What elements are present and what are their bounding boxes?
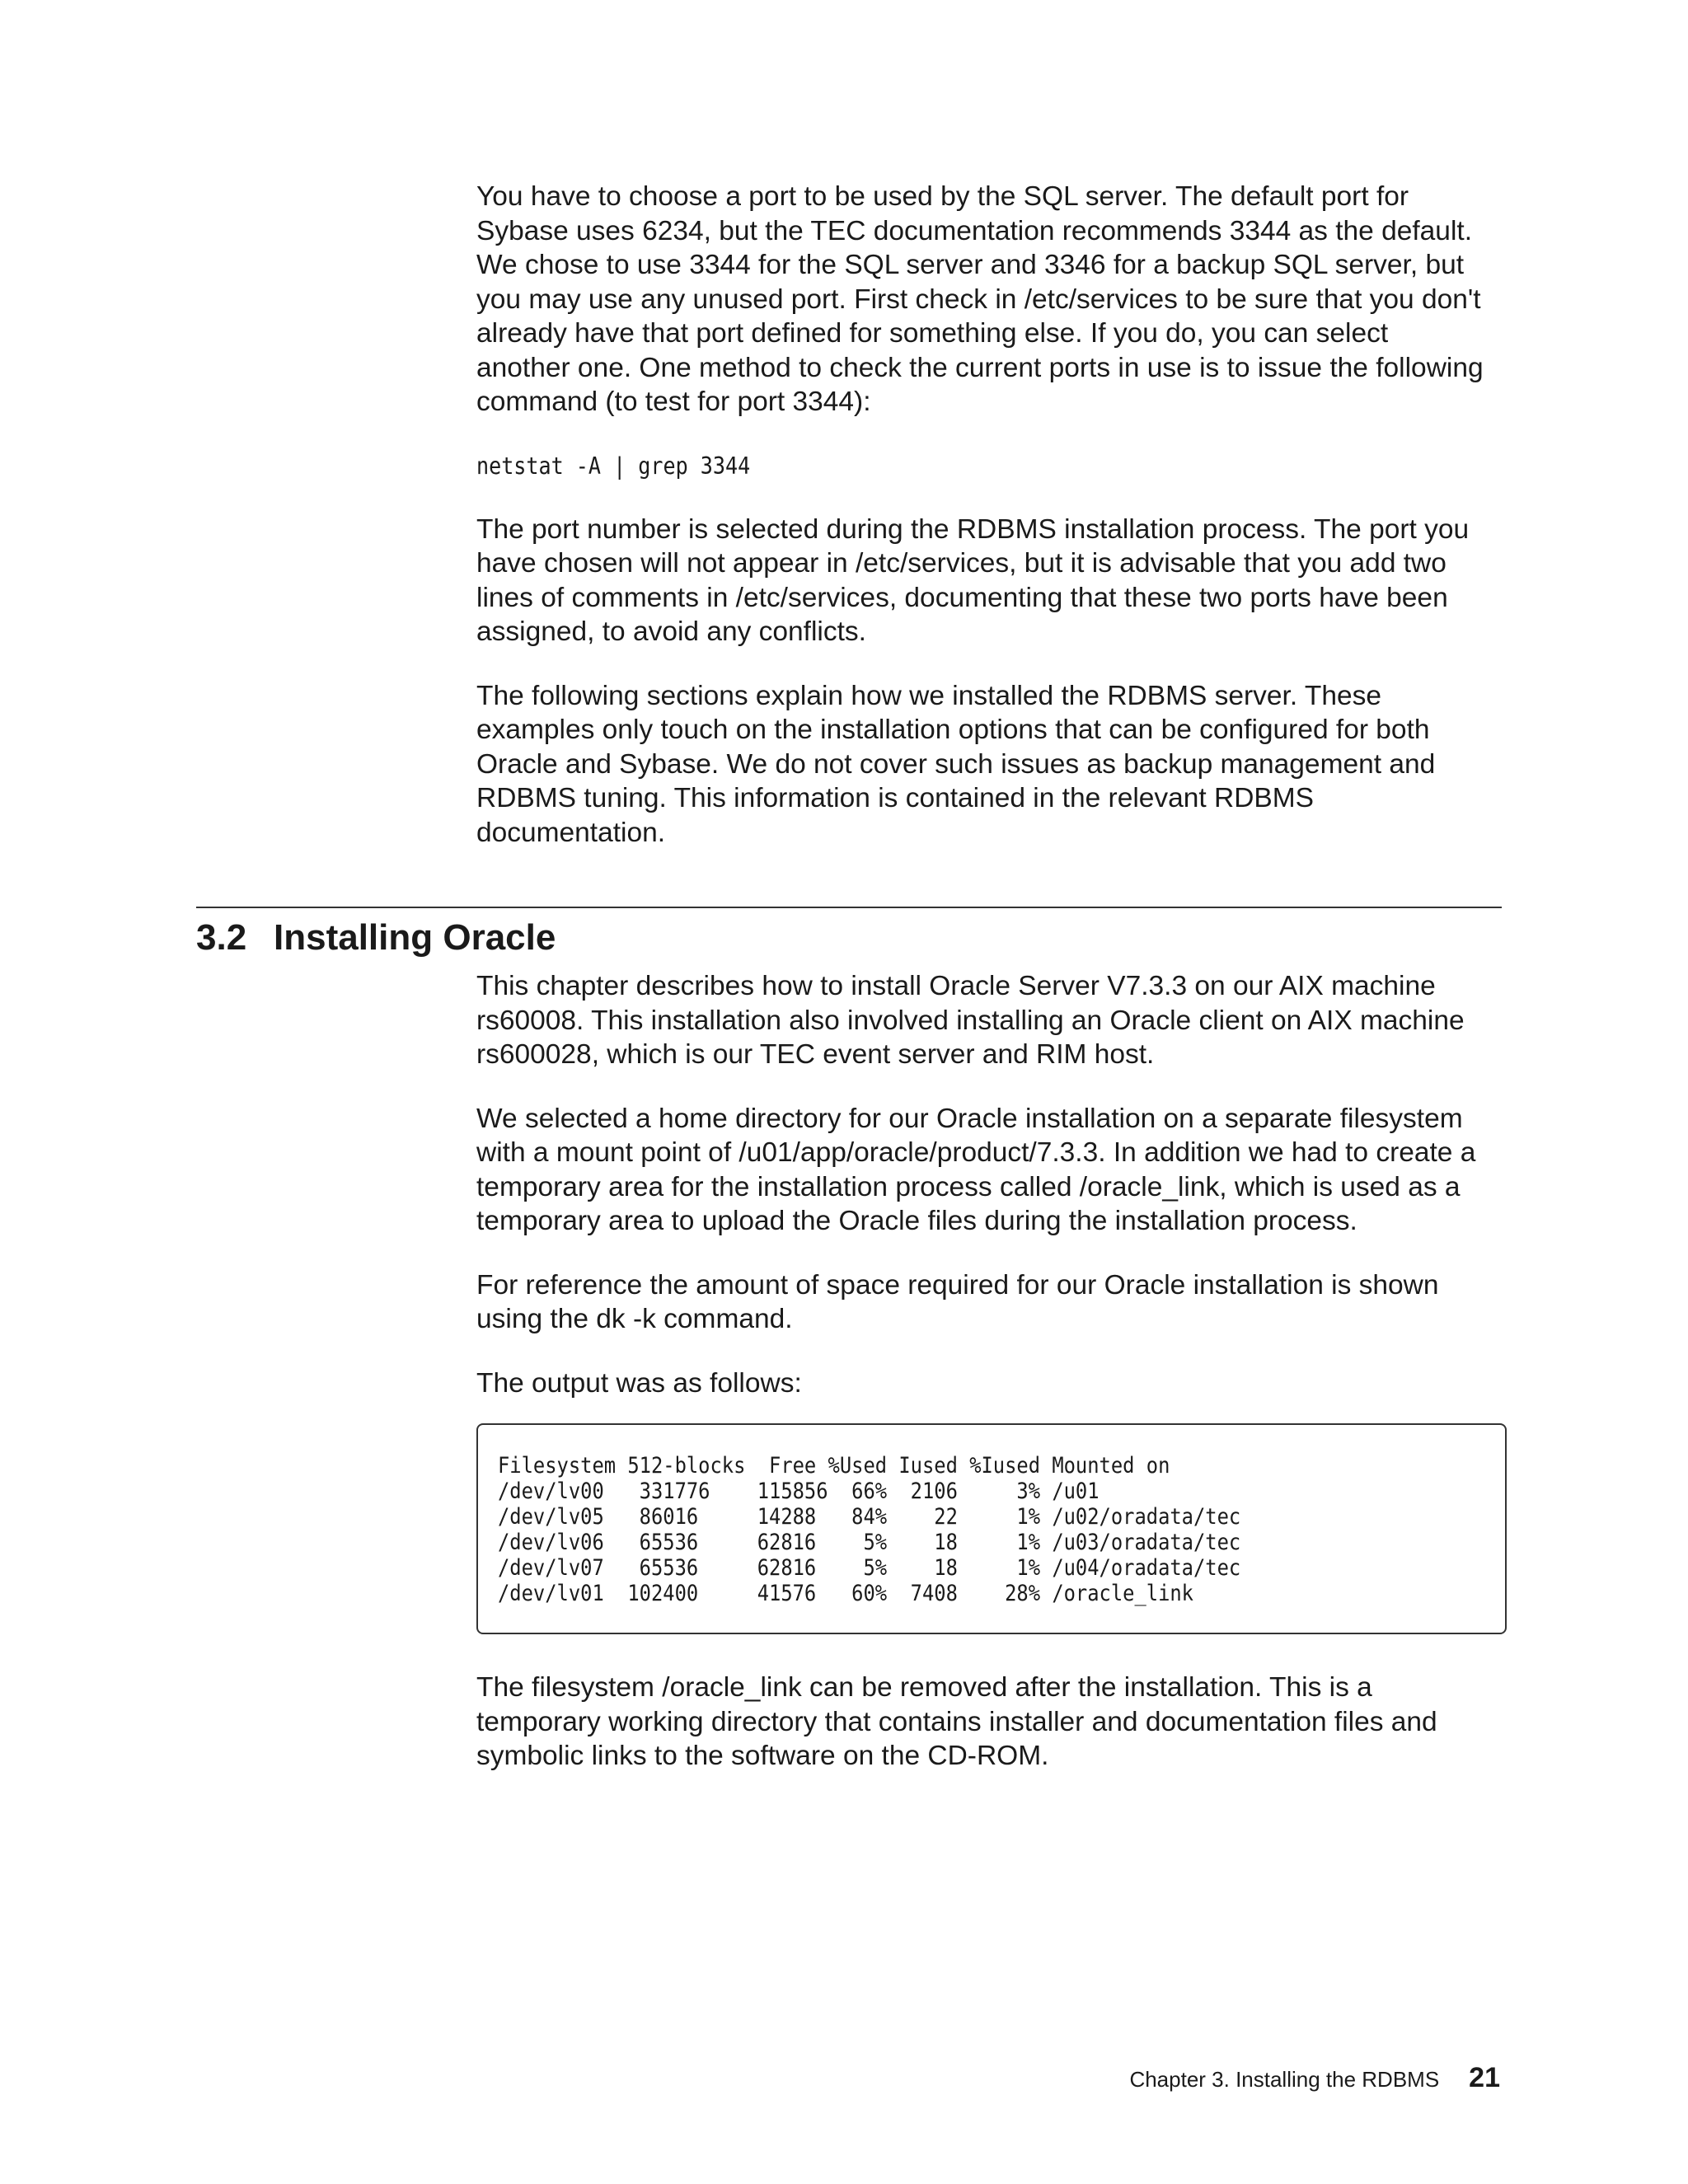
page-number: 21 bbox=[1469, 2062, 1500, 2093]
page-footer bbox=[1129, 2057, 1500, 2100]
df-output-text: Filesystem 512-blocks Free %Used Iused %Iused Mounted on /dev/lv00 331776 115856 66% 2106 3% /u01 /dev/lv05 86016 14288 84% 22 1% /u02/oradata/tec /dev/lv06 65536 62816 5% 18 1% /u03/oradata/tec /dev/lv07 65536 62816 5% 18 1% /u04/oradata/tec /dev/lv01 102400 41576 60% 7408 28% /oracle_link bbox=[498, 1453, 1241, 1606]
section-title-text: Installing Oracle bbox=[274, 917, 556, 958]
intro-block bbox=[476, 180, 1507, 879]
section-paragraph-home-directory: We selected a home directory for our Oracle installation on a separate filesystem with a mount point of /u01/app/oracle/product/7.3.3. In addition we had to create a temporary area for the installation process called /oracle_link, which is used as a temporary area to upload the Oracle files during the installation process. bbox=[476, 1103, 1476, 1236]
footer-chapter-title: Chapter 3. Installing the RDBMS bbox=[1129, 2067, 1440, 2092]
df-output-box bbox=[476, 1423, 1507, 1634]
intro-paragraph-sections: The following sections explain how we installed the RDBMS server. These examples only touch on the installation options that can be configured for both Oracle and Sybase. We do not cover such issues as backup management and RDBMS tuning. This information is contained in the relevant RDBMS documentation. bbox=[476, 680, 1436, 848]
section-divider bbox=[196, 907, 1502, 908]
section-number: 3.2 bbox=[196, 917, 247, 958]
netstat-command: netstat -A | grep 3344 bbox=[476, 452, 751, 480]
section-title bbox=[196, 913, 1502, 963]
section-paragraph-output-intro: The output was as follows: bbox=[476, 1367, 802, 1399]
section-paragraph-space: For reference the amount of space required for our Oracle installation is shown using the dk -k command. bbox=[476, 1269, 1439, 1334]
section-paragraph-oracle-link: The filesystem /oracle_link can be removed after the installation. This is a temporary working directory that contains installer and documentation files and symbolic links to the software on the CD-ROM. bbox=[476, 1672, 1437, 1771]
intro-paragraph-port-number: The port number is selected during the RDBMS installation process. The port you have chosen will not appear in /etc/services, but it is advisable that you add two lines of comments in /etc/services, documenting that these two ports have been assigned, to avoid any conflicts. bbox=[476, 513, 1470, 647]
section-body bbox=[476, 969, 1507, 1803]
section-header bbox=[196, 907, 1502, 963]
section-paragraph-overview: This chapter describes how to install Oracle Server V7.3.3 on our AIX machine rs60008. This installation also involved installing an Oracle client on AIX machine rs600028, which is our TEC event server and RIM host. bbox=[476, 971, 1465, 1070]
intro-paragraph-port: You have to choose a port to be used by the SQL server. The default port for Sybase uses 6234, but the TEC documentation recommends 3344 as the default. We chose to use 3344 for the SQL server and 3346 for a backup SQL server, but you may use any unused port. First check in /etc/services to be sure that you don't already have that port defined for something else. If you do, you can select another one. One method to check the current ports in use is to issue the following command (to test for port 3344): bbox=[476, 181, 1484, 417]
